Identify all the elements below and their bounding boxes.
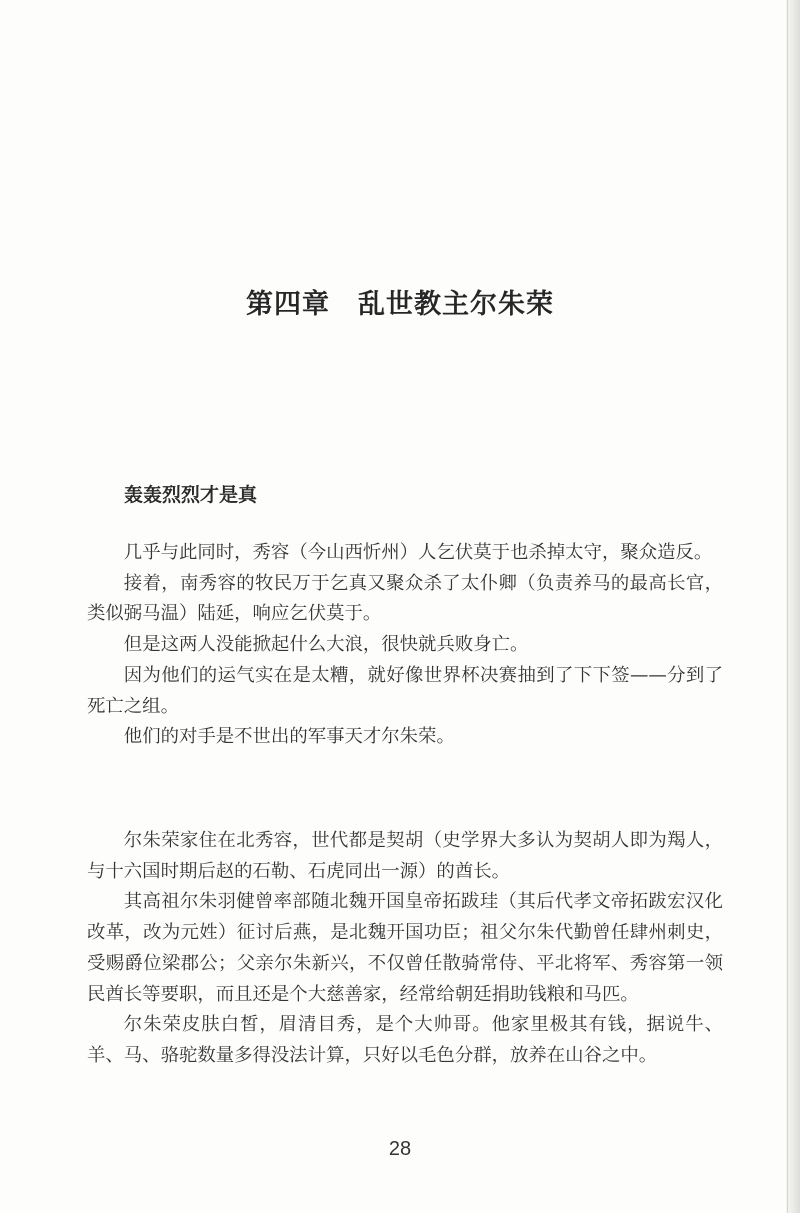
section-title: 轰轰烈烈才是真 <box>124 484 258 506</box>
page-number: 28 <box>388 1138 412 1160</box>
paragraph: 几乎与此同时，秀容（今山西忻州）人乞伏莫于也杀掉太守，聚众造反。 <box>123 542 713 563</box>
paragraph: 尔朱荣皮肤白皙，眉清目秀，是个大帅哥。他家里极其有钱，据说牛、羊、马、骆驼数量多得没法计算，只好以毛色分群，放养在山谷之中。 <box>87 1014 723 1066</box>
text-block-2 <box>87 826 723 1072</box>
chapter-title: 第四章 乱世教主尔朱荣 <box>246 289 554 320</box>
page-edge-line <box>787 0 788 1213</box>
paragraph: 尔朱荣家住在北秀容，世代都是契胡（史学界大多认为契胡人即为羯人，与十六国时期后赵的石勒、石虎同出一源）的酋长。 <box>87 830 723 882</box>
paragraph: 他们的对手是不世出的军事天才尔朱荣。 <box>123 726 455 748</box>
paragraph: 但是这两人没能掀起什么大浪，很快就兵败身亡。 <box>123 634 529 656</box>
page-edge-shadow <box>786 0 800 1213</box>
text-block-1 <box>87 538 723 753</box>
paragraph: 因为他们的运气实在是太糟，就好像世界杯决赛抽到了下下签——分到了死亡之组。 <box>87 664 723 717</box>
paragraph: 其高祖尔朱羽健曾率部随北魏开国皇帝拓跋珪（其后代孝文帝拓跋宏汉化改革，改为元姓）征讨后燕，是北魏开国功臣；祖父尔朱代勤曾任肆州刺史，受赐爵位梁郡公；父亲尔朱新兴，不仅曾任散骑常侍、平北将军、秀容第一领民酋长等要职，而且还是个大慈善家，经常给朝廷捐助钱粮和马匹。 <box>87 891 723 1005</box>
paragraph: 接着，南秀容的牧民万于乞真又聚众杀了太仆卿（负责养马的最高长官，类似弼马温）陆延，响应乞伏莫于。 <box>87 572 723 625</box>
